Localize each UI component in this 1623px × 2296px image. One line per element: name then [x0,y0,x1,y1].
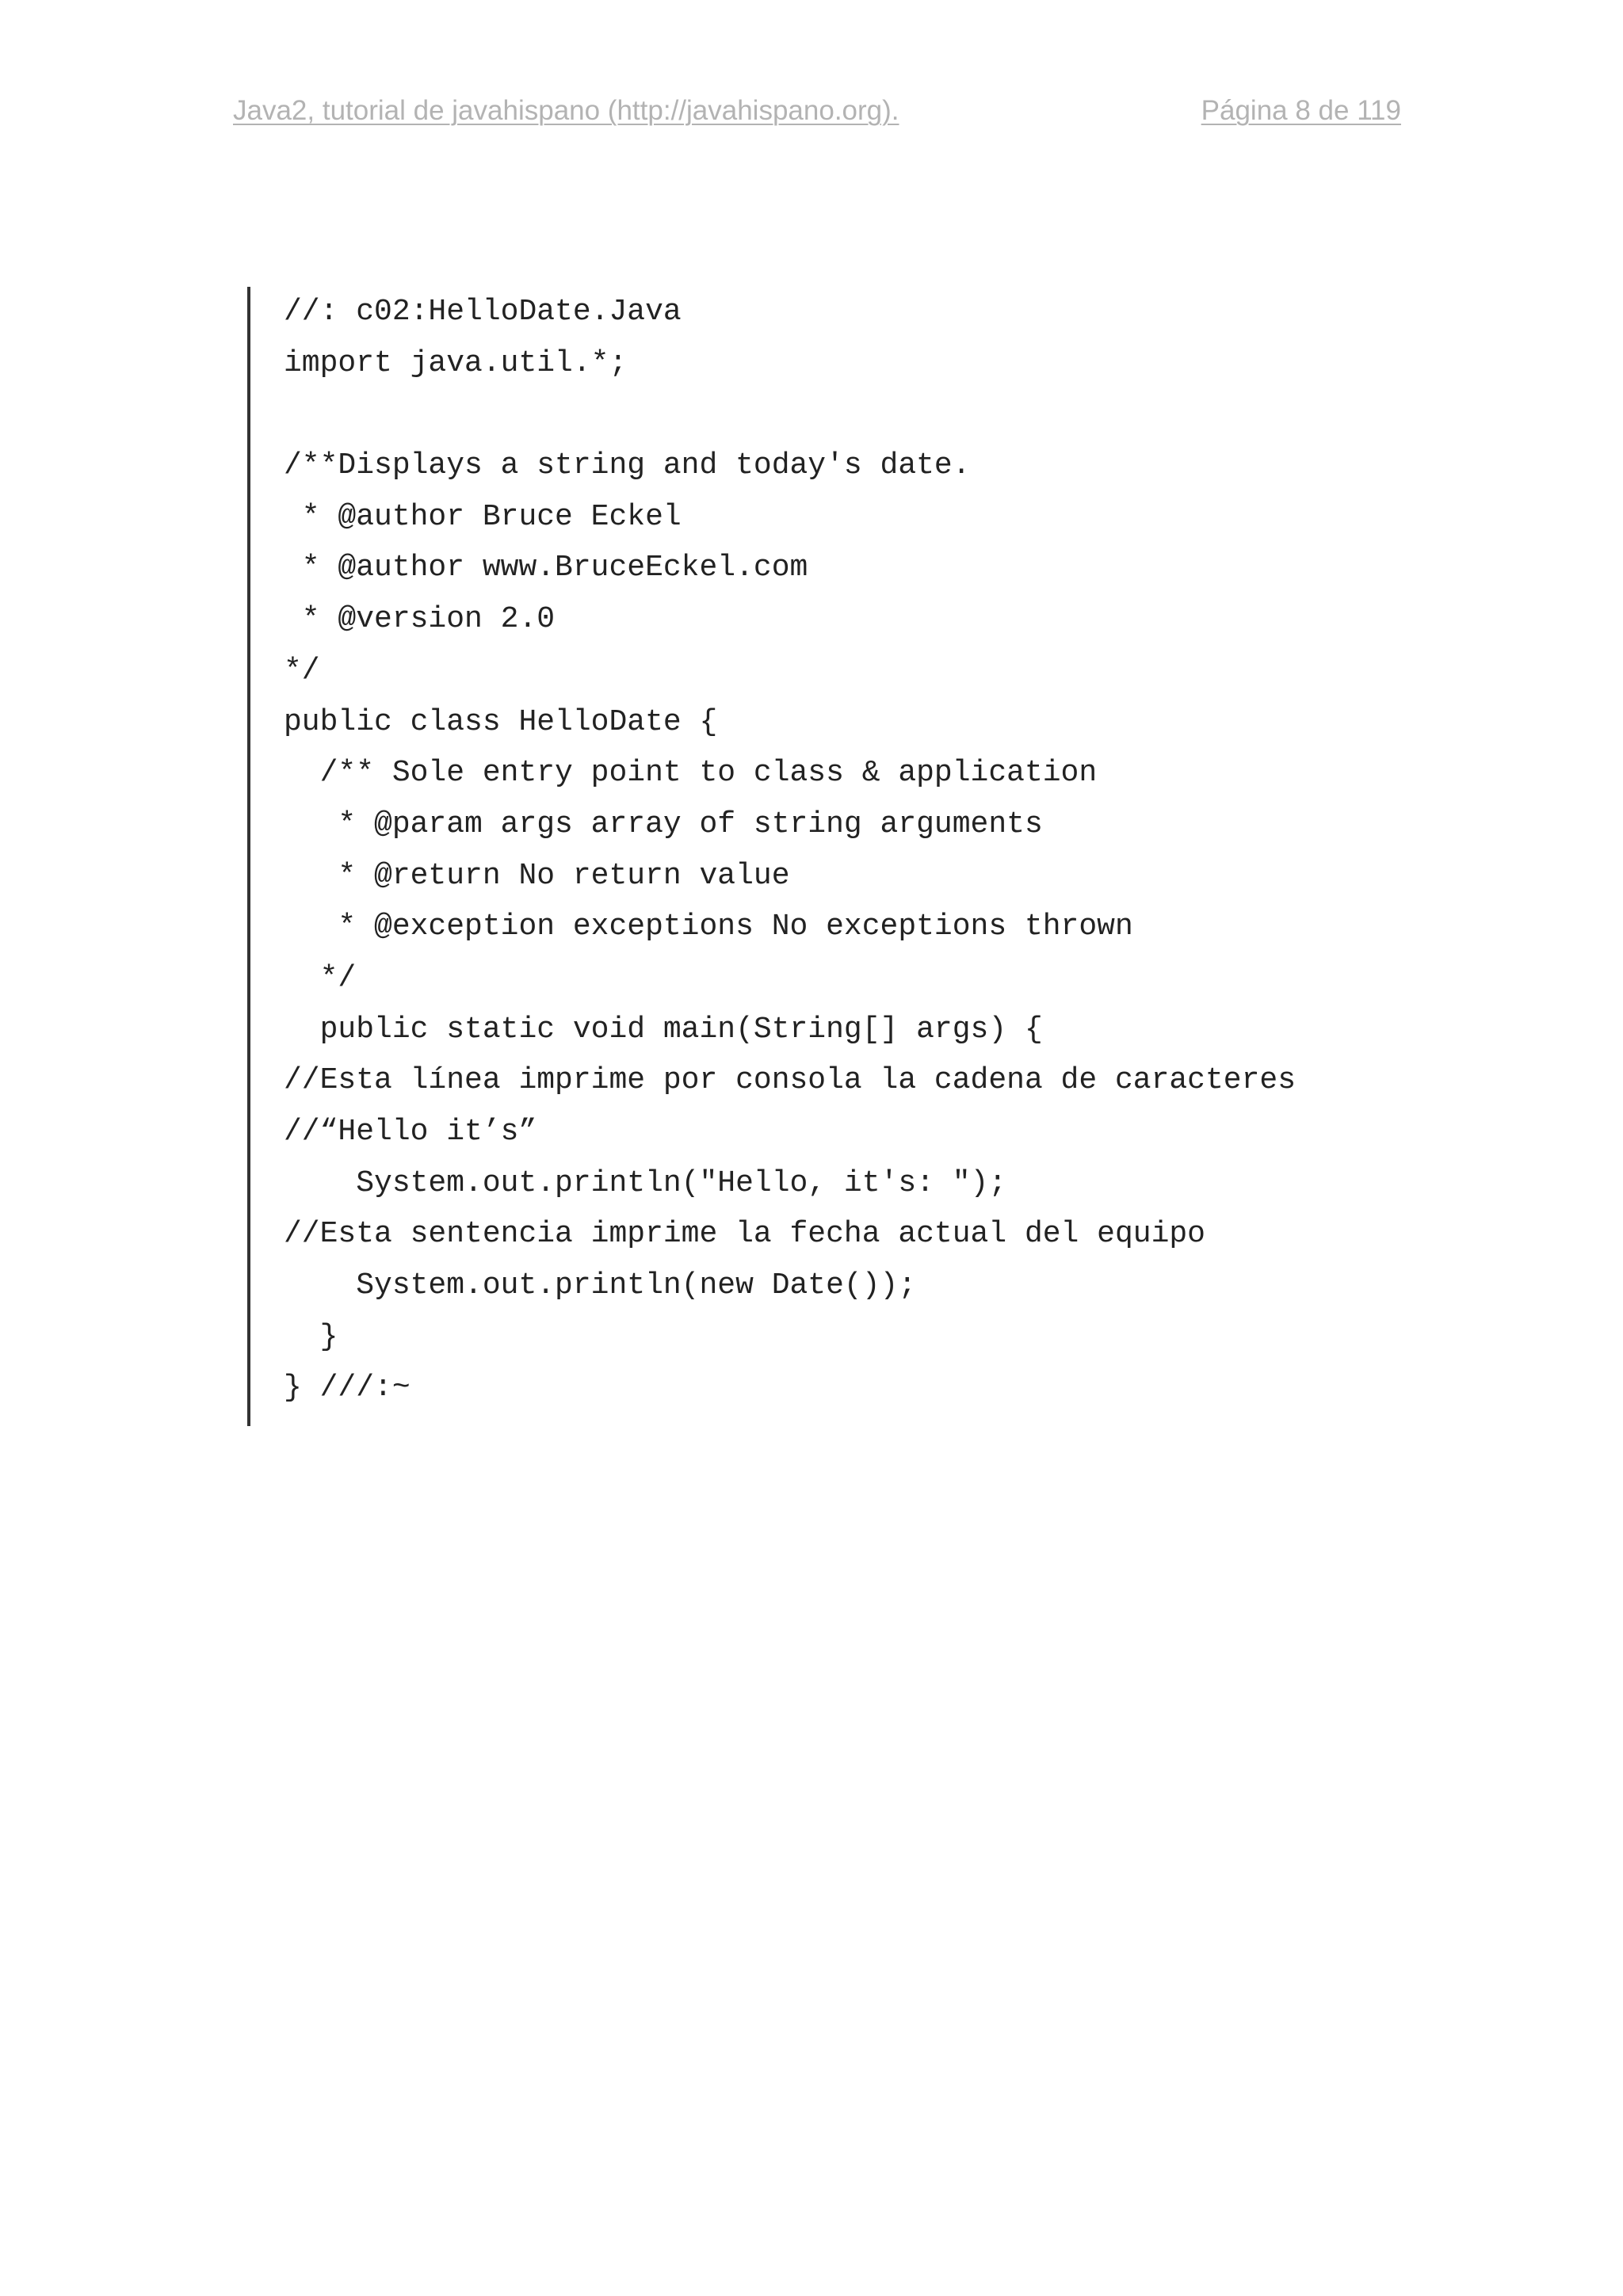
code-line: //Esta línea imprime por consola la cadena de caracteres [284,1063,1296,1098]
code-line: } [284,1319,338,1354]
code-line: System.out.println("Hello, it's: "); [284,1165,1007,1200]
code-line: * @exception exceptions No exceptions thrown [284,910,1133,944]
code-line: * @author www.BruceEckel.com [284,551,808,585]
code-line: * @param args array of string arguments [284,807,1043,841]
code-line: * @return No return value [284,858,790,893]
page-number: Página 8 de 119 [1201,95,1401,126]
code-line: //Esta sentencia imprime la fecha actual del equipo [284,1217,1205,1252]
code-line: public class HelloDate { [284,704,718,739]
code-line: import java.util.*; [284,345,628,380]
code-line: } ///:~ [284,1371,411,1405]
page-header [233,95,1401,135]
code-line: /** Sole entry point to class & application [284,756,1098,791]
code-line: * @author Bruce Eckel [284,499,682,534]
code-line: //“Hello it’s” [284,1115,537,1149]
code-line [284,389,1296,441]
code-line: public static void main(String[] args) { [284,1012,1043,1047]
code-line: */ [284,653,320,688]
code-line: */ [284,960,357,995]
header-title-link[interactable]: Java2, tutorial de javahispano (http://javahispano.org). [233,95,899,126]
code-listing [247,287,1296,1426]
code-line: /**Displays a string and today's date. [284,448,971,483]
code-line: System.out.println(new Date()); [284,1268,917,1303]
code-line: * @version 2.0 [284,602,556,637]
code-line: //: c02:HelloDate.Java [284,295,682,329]
